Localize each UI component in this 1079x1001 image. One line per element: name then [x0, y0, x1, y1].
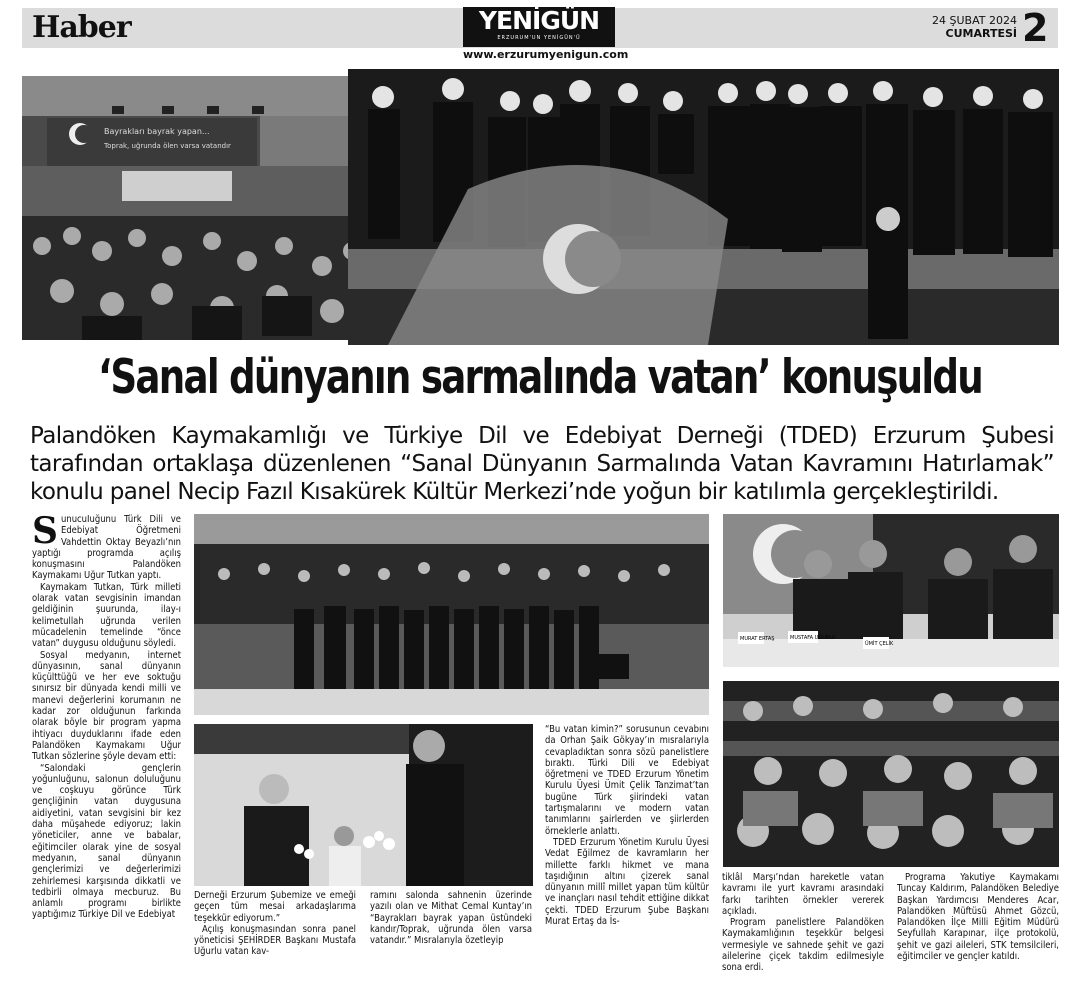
stage-group-image	[348, 69, 1059, 345]
weekday-text: CUMARTESİ	[945, 27, 1017, 40]
paragraph	[32, 510, 181, 582]
panelists-image	[723, 514, 1059, 667]
photo-audience-hall	[22, 76, 363, 340]
young-audience-image	[723, 681, 1059, 867]
paragraph: Programa Yakutiye Kaymakamı Tuncay Kaldırım, Palandöken Belediye Başkan Yardımcısı Menderes Acar, Palandöken Müftüsü Ahmet Gözcü, Palandöken İlçe Milli Eğitim Müdürü Seyfullah Karapınar, ilçe protokolü, şehit ve gazi aileleri, STK temsilcileri, eğitimciler ve gençler katıldı.	[897, 872, 1059, 963]
paragraph-text: unucuIuğunu Türk Dili ve Edebiyat Öğretmeni Vahdettin Oktay Beyazlı’nın yaptığı programda açılış konuşmasını Palandöken Kaymakamı Uğur Tutkan yaptı.	[32, 514, 181, 582]
date-text: 24 ŞUBAT 2024	[932, 14, 1017, 27]
paragraph: Kaymakam Tutkan, Türk milleti olarak vatan sevgisinin imandan geldiğinin şuurunda, ilay-ı kelimetullah uğrunda verilen mücadelenin temelinde “önce vatan” duygusu olduğunu söyledi.	[32, 581, 181, 650]
paragraph: TDED Erzurum Yönetim Kurulu Üyesi Vedat Eğilmez de kavramların her millette farklı hikmet ve mana taşıdığının altını çizerek sanal dünyanın millî millet yapan tüm kültür ve inançları nasıl tehdit ettiğine dikkat çekti. TDED Erzurum Şube Başkanı Murat Ertaş da İs-	[545, 836, 709, 928]
article-headline: ‘Sanal dünyanın sarmalında vatan’ konuşuldu	[97, 350, 983, 405]
article-column-4	[545, 724, 709, 927]
paragraph: tiklâl Marşı’ndan hareketle vatan kavramı ile yurt kavramı arasındaki farkı tarihten örnekler vererek açıkladı.	[722, 872, 884, 917]
photo-stage-group	[348, 69, 1059, 345]
stage-banner-text-2: Toprak, uğrunda ölen varsa vatandır	[104, 142, 231, 150]
article-column-5	[722, 872, 884, 974]
nameplate-1: MURAT ERTAŞ	[740, 636, 775, 642]
nameplate-2: MUSTAFA UĞURLU	[790, 635, 836, 641]
logo-tagline: ERZURUM'UN YENİGÜN'Ü	[497, 35, 581, 41]
article-column-6	[897, 872, 1059, 962]
logo-text: YENİGÜN	[478, 6, 600, 35]
article-column-3	[370, 890, 532, 946]
paragraph: Derneği Erzurum Şubemize ve emeği geçen tüm mesai arkadaşlarıma teşekkür ediyorum.”	[194, 890, 356, 924]
photo-flower-presentation	[194, 724, 533, 886]
page-number: 2	[1022, 6, 1049, 50]
issue-date	[932, 14, 1017, 40]
standing-crowd-image	[194, 514, 709, 715]
paragraph: Program panelistlere Palandöken Kaymakamlığının teşekkür belgesi vermesiyle ve sahnede şehit ve gazi ailelerine çiçek takdim edilmesiyle sona erdi.	[722, 917, 884, 974]
photo-standing-crowd	[194, 514, 709, 715]
paragraph: ramını salonda sahnenin üzerinde yazılı olan ve Mithat Cemal Kuntay’ın “Bayrakları bayrak yapan üstündeki kandır/Toprak, uğrunda ölen varsa vatandır.” Mısralarıyla özetleyip	[370, 890, 532, 947]
article-spot: Palandöken Kaymakamlığı ve Türkiye Dil ve Edebiyat Derneği (TDED) Erzurum Şubesi tarafından ortaklaşa düzenlenen “Sanal Dünyanın Sarmalında Vatan Kavramını Hatırlamak” konulu panel Necip Fazıl Kısakürek Kültür Merkezi’nde yoğun bir katılımla gerçekleştirildi.	[30, 423, 1054, 505]
audience-hall-image	[22, 76, 363, 340]
section-label: Haber	[32, 10, 131, 45]
photo-panelists	[723, 514, 1059, 667]
nameplate-3: ÜMİT ÇELİK	[865, 641, 894, 647]
dropcap: S	[32, 510, 58, 552]
paragraph: Açılış konuşmasından sonra panel yöneticisi ŞEHİRDER Başkanı Mustafa Uğurlu vatan kav-	[194, 923, 356, 958]
page-header	[0, 0, 1079, 66]
website-link[interactable]: www.erzurumyenigun.com	[463, 48, 629, 61]
flower-presentation-image	[194, 724, 533, 886]
photo-young-audience	[723, 681, 1059, 867]
article-column-1	[32, 510, 181, 921]
paragraph: Sosyal medyanın, internet dünyasının, sanal dünyanın küçülttüğü ve her eve soktuğu sınırsız bir dünyada kendi milli ve manevi değerlerini korumanın ne kadar zor olduğunun farkında olarak böyle bir program yapma ihtiyacı duyduklarını ifade eden Palandöken Kaymakamı Uğur Tutkan sözlerine şöyle devam etti:	[32, 649, 181, 763]
newspaper-logo[interactable]	[463, 7, 615, 47]
paragraph: “Bu vatan kimin?” sorusunun cevabını da Orhan Şaik Gökyay’ın mısralarıyla cevapladıktan sonra sözü panelistlere bıraktı. Türki Dili ve Edebiyat öğretmeni ve TDED Erzurum Yönetim Kurulu Üyesi Ümit Çelik Tanzimat’tan bugüne Türk şiirindeki vatan tartışmalarını ve modern vatan tanımlarını şairlerden ve şiirlerden örneklerle anlattı.	[545, 724, 709, 837]
stage-banner-text-1: Bayrakları bayrak yapan...	[104, 127, 210, 136]
paragraph: “Salondaki gençlerin yoğunluğunu, salonun doluluğunu ve coşkuyu görünce Türk gençliğinin vatan duygusuna aidiyetini, vatan sevgisini bir kez daha müşahede ediyoruz; lakin yöneticiler, anne ve babalar, eğitimciler olarak yine de sosyal medyanın, sanal dünyanın gençlerimizi ve değerlerimizi zehirlemesi karşısında dikkatli ve tedbirli olmaya mecburuz. Bu anlamlı programı birlikte yaptığımız Türkiye Dil ve Edebiyat	[32, 762, 181, 921]
article-column-2	[194, 890, 356, 958]
